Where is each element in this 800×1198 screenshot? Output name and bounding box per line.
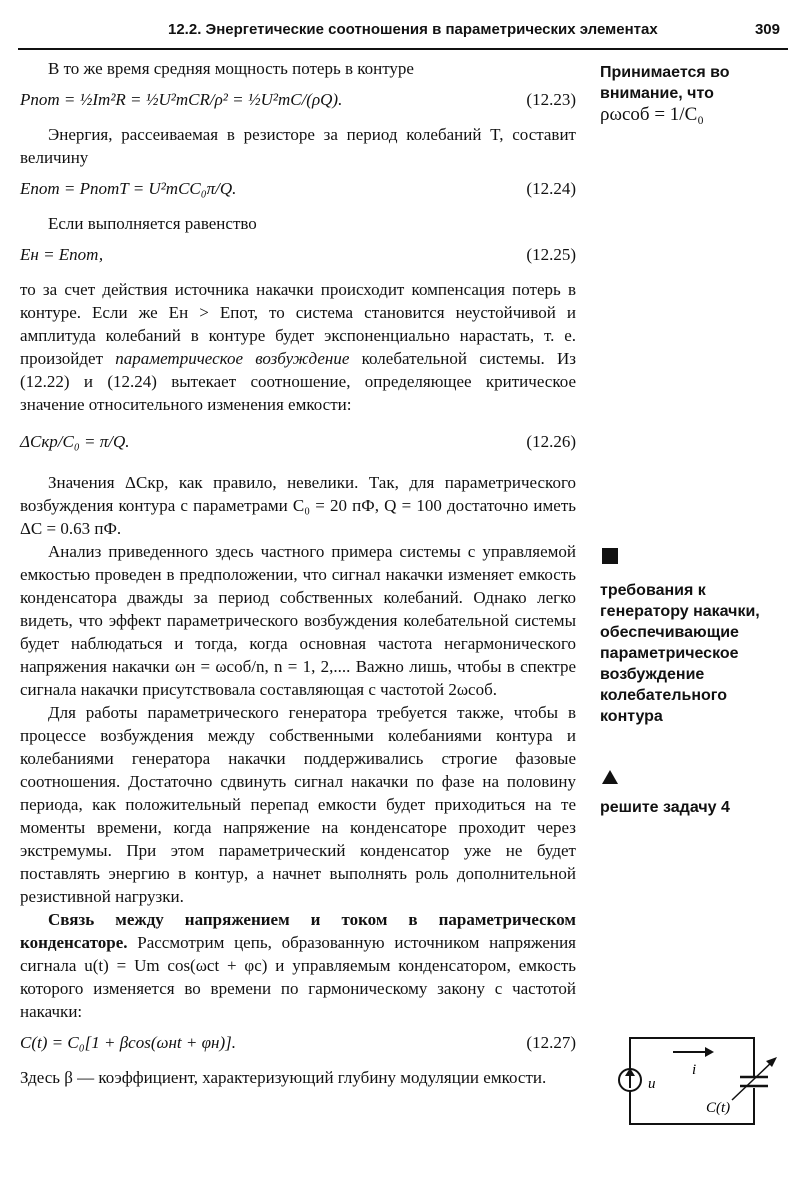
source-label: u [648, 1076, 656, 1092]
equation-body: Pпот = ½Im²R = ½U²mCR/ρ² = ½U²mC/(ρQ). [20, 90, 343, 109]
square-marker-icon [602, 548, 618, 564]
equation-body: Eн = Eпот, [20, 245, 104, 264]
equation-body: ΔCкр/C₀ = π/Q. [20, 432, 130, 451]
paragraph: Для работы параметрического генератора требуется также, чтобы в процессе возбуждения между собственными колебаниями контура и колебаниями генератора накачки поддерживались строгие фазовые соотношения. Достаточно сдвинуть сигнал накачки по фазе на половину периода, как положительный перепад емкости будет приходиться на те моменты времени, когда напряжение на конденсаторе проходит через экстремумы. При этом параметрический конденсатор уже не будет поставлять энергию в контур, а начнет выполнять роль дополнительной резистивной нагрузки. [20, 703, 576, 906]
paragraph: Здесь β — коэффициент, характеризующий глубину модуляции емкости. [20, 1068, 547, 1087]
equation-number: (12.27) [526, 1033, 576, 1052]
equation-number: (12.24) [526, 179, 576, 198]
capacitor-label: C(t) [706, 1100, 731, 1116]
equation-12-27 [20, 1031, 576, 1054]
equation-12-24 [20, 177, 576, 200]
equation-12-25 [20, 243, 576, 266]
current-label: i [692, 1062, 697, 1078]
margin-note-3: решите задачу 4 [600, 799, 730, 816]
paragraph: Если выполняется равенство [48, 214, 257, 233]
main-text-column [20, 57, 576, 1089]
page-header [18, 18, 788, 50]
text-run: то за счет действия источника накачки происходит компенсация потерь в контуре. Если же Eн > Eпот, то система становится неустойчивой и амплитуда колебаний в контуре будет экспоненциально нарастать, т. е. произойдет [20, 280, 576, 368]
section-run-in-heading: Связь между напряжением и током в параметрическом конденсаторе. [20, 910, 576, 952]
text-run: Рассмотрим цепь, образованную источником напряжения сигнала u(t) = Um cos(ωct + φc) и управляемым конденсатором, емкость которого изменяется во времени по гармоническому закону с частотой накачки: [20, 933, 576, 1021]
equation-number: (12.26) [526, 432, 576, 451]
equation-number: (12.25) [526, 245, 576, 264]
paragraph: Анализ приведенного здесь частного примера системы с управляемой емкостью проведен в предположении, что сигнал накачки изменяет емкость конденсатора дважды за период собственных колебаний. Однако легко видеть, что эффект параметрического возбуждения колебательной системы будет наблюдаться и тогда, когда основная частота негармонического напряжения накачки ωн = ωсоб/n, n = 1, 2,.... Важно лишь, чтобы в спектре сигнала накачки присутствовала составляющая с частотой 2ωсоб. [20, 542, 576, 699]
paragraph: Значения ΔCкр, как правило, невелики. Так, для параметрического возбуждения контура с параметрами C₀ = 20 пФ, Q = 100 достаточно иметь ΔC = 0.63 пФ. [20, 473, 576, 538]
margin-note-1 [600, 62, 790, 125]
running-title: 12.2. Энергетические соотношения в параметрических элементах [168, 21, 658, 38]
equation-number: (12.23) [526, 90, 576, 109]
margin-note-2: требования к генератору накачки, обеспечивающие параметрическое возбуждение колебательного контура [600, 582, 760, 725]
paragraph: В то же время средняя мощность потерь в контуре [48, 59, 414, 78]
circuit-diagram [608, 1030, 798, 1140]
margin-note-text: Принимается во внимание, что [600, 64, 730, 102]
text-run: колебательной системы. Из (12.22) и (12.24) вытекает соотношение, определяющее критическое значение относительного изменения емкости: [20, 349, 576, 414]
italic-term: параметрическое возбуждение [115, 349, 350, 368]
paragraph: Энергия, рассеиваемая в резисторе за период колебаний T, составит величину [20, 125, 576, 167]
equation-12-26 [20, 430, 576, 453]
equation-body: C(t) = C₀[1 + βcos(ωнt + φн)]. [20, 1033, 236, 1052]
margin-note-formula: ρωсоб = 1/C₀ [600, 104, 704, 125]
current-arrowhead [705, 1047, 714, 1057]
equation-body: Eпот = PпотT = U²mCC₀π/Q. [20, 179, 237, 198]
triangle-marker-icon [602, 770, 618, 784]
paragraph [20, 278, 576, 416]
paragraph [20, 908, 576, 1023]
page-number: 309 [754, 21, 780, 38]
equation-12-23 [20, 88, 576, 111]
